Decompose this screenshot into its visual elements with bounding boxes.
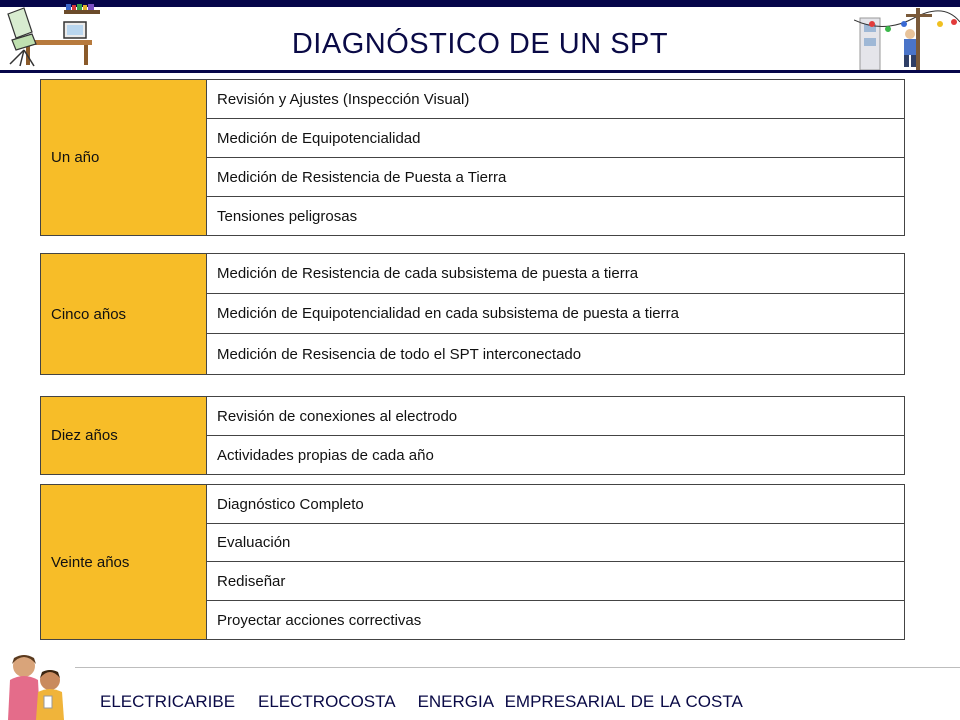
activity-cell: Medición de Resistencia de Puesta a Tierra [207,158,905,197]
period-cell: Veinte años [41,485,207,640]
activity-cell: Rediseñar [207,562,905,601]
activity-cell: Medición de Resisencia de todo el SPT interconectado [207,334,905,375]
activity-cell: Revisión y Ajustes (Inspección Visual) [207,80,905,119]
footer-divider [75,667,960,668]
schedule-block-one-year [40,79,905,236]
activity-cell: Medición de Equipotencialidad en cada subsistema de puesta a tierra [207,294,905,334]
footer-company-electricaribe: ELECTRICARIBE [100,692,236,711]
schedule-block-twenty-years [40,484,905,640]
activity-cell: Diagnóstico Completo [207,485,905,524]
period-cell: Diez años [41,397,207,475]
activity-cell: Actividades propias de cada año [207,436,905,475]
footer-companies [100,692,743,712]
activity-cell: Proyectar acciones correctivas [207,601,905,640]
period-cell: Un año [41,80,207,236]
schedule-block-ten-years [40,396,905,475]
activity-cell: Tensiones peligrosas [207,197,905,236]
period-cell: Cinco años [41,254,207,375]
header-bar [0,0,960,7]
footer-company-electrocosta: ELECTROCOSTA [258,692,395,711]
activity-cell: Medición de Equipotencialidad [207,119,905,158]
schedule-block-five-years [40,253,905,375]
header-divider [0,70,960,73]
footer-company-energia-empresarial: ENERGIA EMPRESARIAL DE LA COSTA [417,692,743,711]
activity-cell: Evaluación [207,524,905,562]
children-clipart [0,650,75,720]
activity-cell: Revisión de conexiones al electrodo [207,397,905,436]
activity-cell: Medición de Resistencia de cada subsistema de puesta a tierra [207,254,905,294]
page-title: DIAGNÓSTICO DE UN SPT [291,28,669,60]
